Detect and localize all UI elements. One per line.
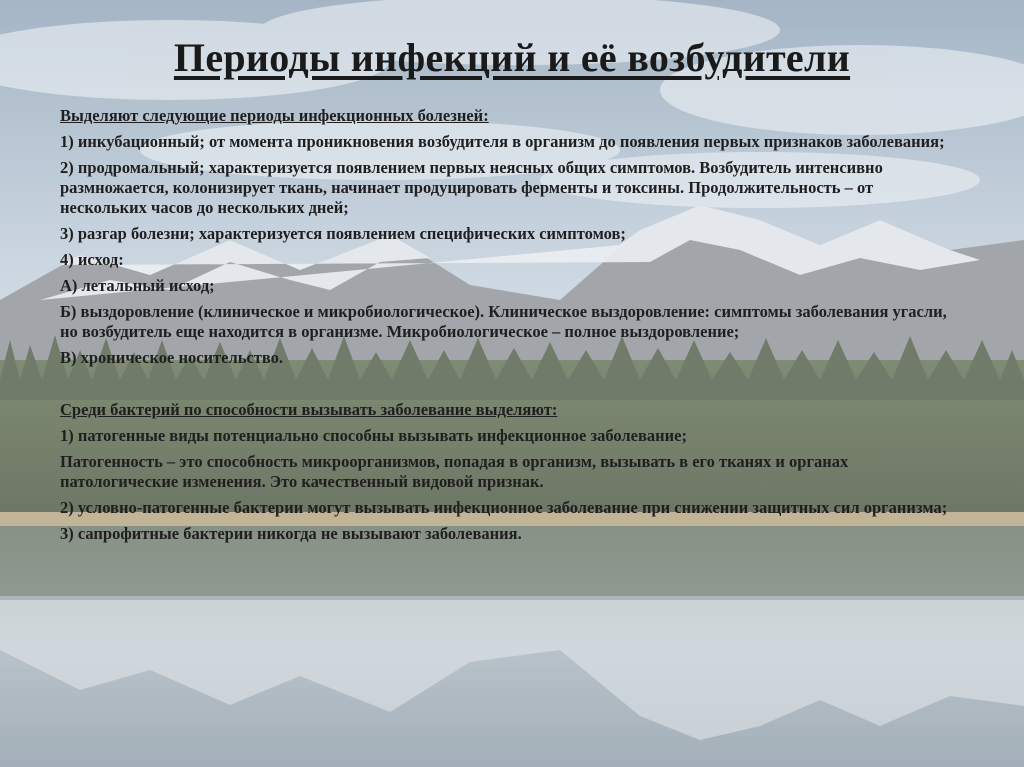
section-spacer [60, 374, 960, 400]
body-paragraph: 2) условно-патогенные бактерии могут вызывать инфекционное заболевание при снижении защитных сил организма; [60, 498, 948, 517]
body-paragraph: 3) сапрофитные бактерии никогда не вызывают заболевания. [60, 524, 522, 543]
section-heading: Среди бактерий по способности вызывать заболевание выделяют: [60, 400, 558, 419]
slide-body [60, 106, 960, 550]
body-paragraph: 1) патогенные виды потенциально способны вызывать инфекционное заболевание; [60, 426, 687, 445]
body-paragraph: 2) продромальный; характеризуется появлением первых неясных общих симптомов. Возбудитель интенсивно размножается, колонизирует ткань, начинает продуцировать ферменты и токсины. Продолжительность – от нескольких часов до нескольких дней; [60, 158, 883, 217]
body-paragraph: 3) разгар болезни; характеризуется появлением специфических симптомов; [60, 224, 626, 243]
body-paragraph: Б) выздоровление (клиническое и микробиологическое). Клиническое выздоровление: симптомы заболевания угасли, но возбудитель еще находится в организме. Микробиологическое – полное выздоровление; [60, 302, 947, 341]
body-paragraph: 4) исход: [60, 250, 124, 269]
slide-title: Периоды инфекций и её возбудители [173, 35, 851, 80]
body-paragraph: А) летальный исход; [60, 276, 215, 295]
body-paragraph: В) хроническое носительство. [60, 348, 284, 367]
body-paragraph: 1) инкубационный; от момента проникновения возбудителя в организм до появления первых признаков заболевания; [60, 132, 945, 151]
body-paragraph: Патогенность – это способность микроорганизмов, попадая в организм, вызывать в его тканях и органах патологические изменения. Это качественный видовой признак. [60, 452, 849, 491]
section-heading: Выделяют следующие периоды инфекционных болезней: [60, 106, 489, 125]
